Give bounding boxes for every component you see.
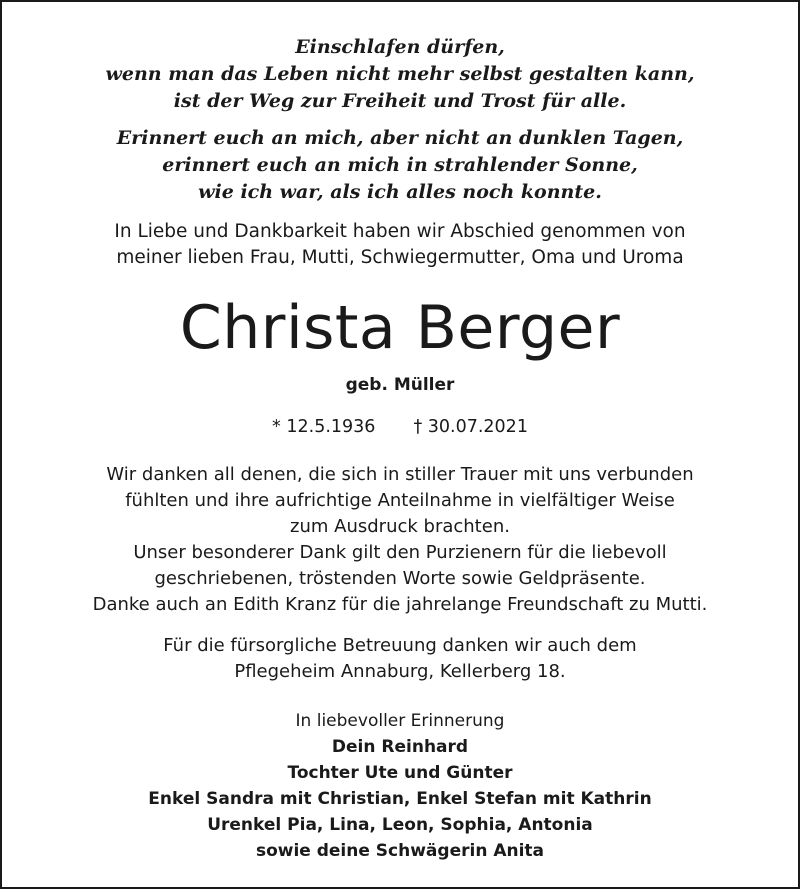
- intro-line: In Liebe und Dankbarkeit haben wir Abschied genommen von: [114, 221, 686, 242]
- family-line: sowie deine Schwägerin Anita: [255, 841, 545, 861]
- family-line: Tochter Ute und Günter: [287, 763, 513, 783]
- care-line: Pflegeheim Annaburg, Kellerberg 18.: [234, 661, 566, 682]
- intro-text: [2, 219, 798, 271]
- care-line: Für die fürsorgliche Betreuung danken wir auch dem: [163, 635, 637, 656]
- poem-line: Erinnert euch an mich, aber nicht an dunklen Tagen,: [116, 127, 684, 149]
- memory-line: In liebevoller Erinnerung: [295, 711, 505, 731]
- thanks-line: geschriebenen, tröstenden Worte sowie Geldpräsente.: [154, 568, 646, 589]
- thanks-line: zum Ausdruck brachten.: [290, 516, 510, 537]
- poem-line: wie ich war, als ich alles noch konnte.: [198, 181, 602, 203]
- death-date: † 30.07.2021: [413, 417, 528, 437]
- thanks-line: Unser besonderer Dank gilt den Purzienern für die liebevoll: [133, 542, 667, 563]
- poem-line: ist der Weg zur Freiheit und Trost für alle.: [173, 90, 627, 112]
- thanks-text: [2, 462, 798, 618]
- thanks-line: Danke auch an Edith Kranz für die jahrelange Freundschaft zu Mutti.: [92, 594, 708, 615]
- deceased-name: Christa Berger: [179, 293, 621, 363]
- thanks-line: fühlten und ihre aufrichtige Anteilnahme in vielfältiger Weise: [125, 490, 675, 511]
- life-dates: [2, 414, 798, 440]
- birth-name: geb. Müller: [345, 375, 455, 395]
- poem-line: erinnert euch an mich in strahlender Sonne,: [162, 154, 638, 176]
- birth-date: * 12.5.1936: [272, 417, 376, 437]
- poem-stanza-1: [2, 34, 798, 115]
- family-line: Dein Reinhard: [331, 737, 469, 757]
- family-line: Urenkel Pia, Lina, Leon, Sophia, Antonia: [207, 815, 593, 835]
- care-thanks-text: [2, 633, 798, 685]
- poem-line: Einschlafen dürfen,: [295, 36, 505, 58]
- intro-line: meiner lieben Frau, Mutti, Schwiegermutter, Oma und Uroma: [116, 247, 684, 268]
- thanks-line: Wir danken all denen, die sich in stiller Trauer mit uns verbunden: [106, 464, 694, 485]
- poem-line: wenn man das Leben nicht mehr selbst gestalten kann,: [105, 63, 695, 85]
- poem-stanza-2: [2, 125, 798, 206]
- family-signatures: [2, 734, 798, 864]
- family-line: Enkel Sandra mit Christian, Enkel Stefan mit Kathrin: [148, 789, 652, 809]
